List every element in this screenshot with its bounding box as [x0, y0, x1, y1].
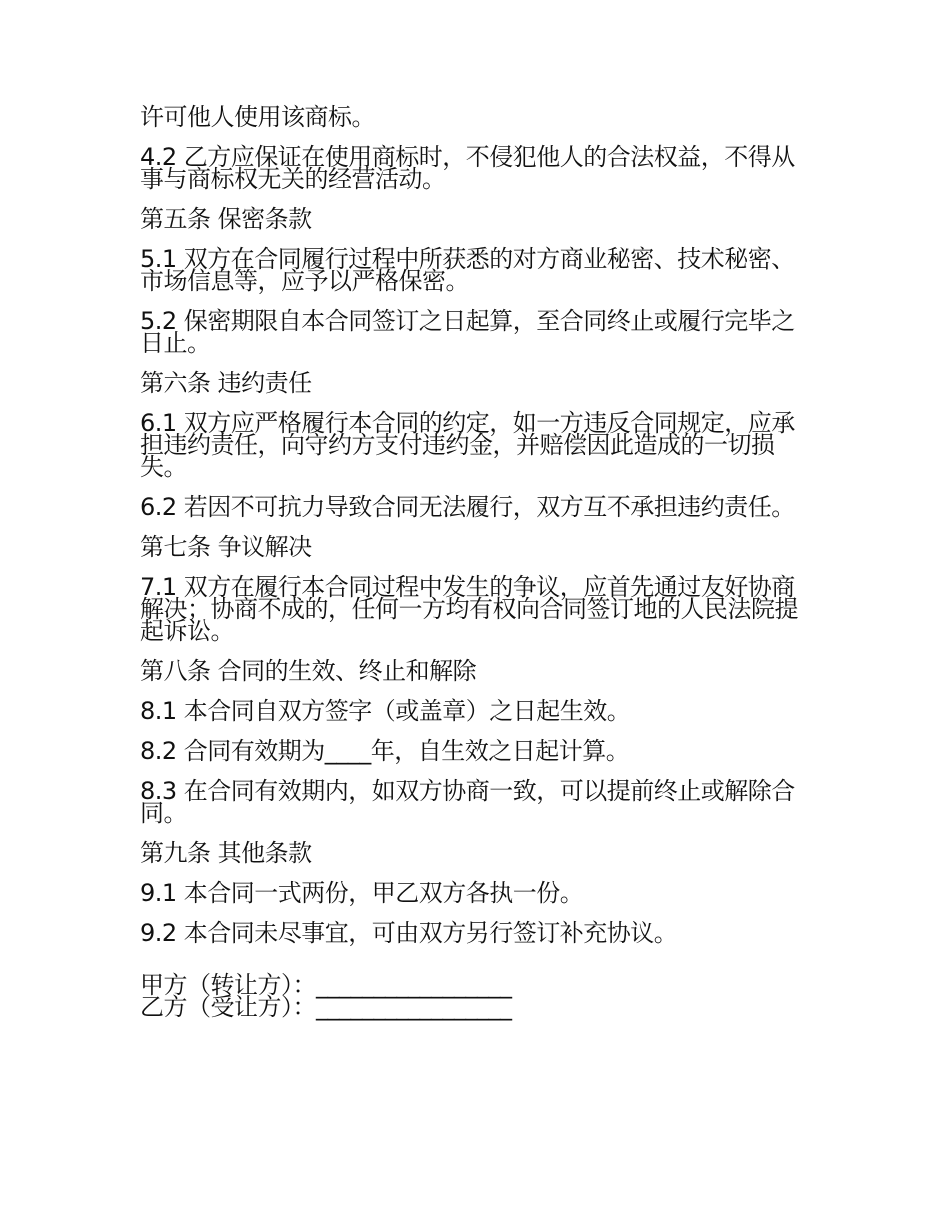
heading-article-8: 第八条 合同的生效、终止和解除 [140, 657, 477, 685]
paragraph-8-1: 8.1 本合同自双方签字（或盖章）之日起生效。 [140, 697, 631, 725]
heading-article-7: 第七条 争议解决 [140, 533, 312, 561]
heading-article-9: 第九条 其他条款 [140, 839, 312, 867]
paragraph-4-2: 4.2 乙方应保证在使用商标时，不侵犯他人的合法权益，不得从事与商标权无关的经营活动。 [140, 143, 795, 193]
heading-article-6: 第六条 违约责任 [140, 369, 312, 397]
paragraph-5-2: 5.2 保密期限自本合同签订之日起算，至合同终止或履行完毕之日止。 [140, 307, 795, 357]
signature-party-a: 甲方（转让方）：_________________ [140, 971, 512, 999]
paragraph-6-1: 6.1 双方应严格履行本合同的约定，如一方违反合同规定，应承担违约责任，向守约方支付违约金，并赔偿因此造成的一切损失。 [140, 409, 795, 481]
heading-article-5: 第五条 保密条款 [140, 205, 312, 233]
paragraph-9-1: 9.1 本合同一式两份，甲乙双方各执一份。 [140, 879, 584, 907]
paragraph-7-1: 7.1 双方在履行本合同过程中发生的争议，应首先通过友好协商解决；协商不成的，任何一方均有权向合同签订地的人民法院提起诉讼。 [140, 573, 798, 645]
signature-block [140, 971, 812, 1021]
document-page [140, 103, 812, 1021]
signature-party-b: 乙方（受让方）：_________________ [140, 993, 512, 1021]
paragraph-9-2: 9.2 本合同未尽事宜，可由双方另行签订补充协议。 [140, 919, 678, 947]
paragraph-license-continuation: 许可他人使用该商标。 [140, 103, 375, 131]
paragraph-8-2: 8.2 合同有效期为____年，自生效之日起计算。 [140, 737, 630, 765]
paragraph-5-1: 5.1 双方在合同履行过程中所获悉的对方商业秘密、技术秘密、市场信息等，应予以严格保密。 [140, 245, 795, 295]
paragraph-8-3: 8.3 在合同有效期内，如双方协商一致，可以提前终止或解除合同。 [140, 777, 795, 827]
paragraph-6-2: 6.2 若因不可抗力导致合同无法履行，双方互不承担违约责任。 [140, 493, 795, 521]
